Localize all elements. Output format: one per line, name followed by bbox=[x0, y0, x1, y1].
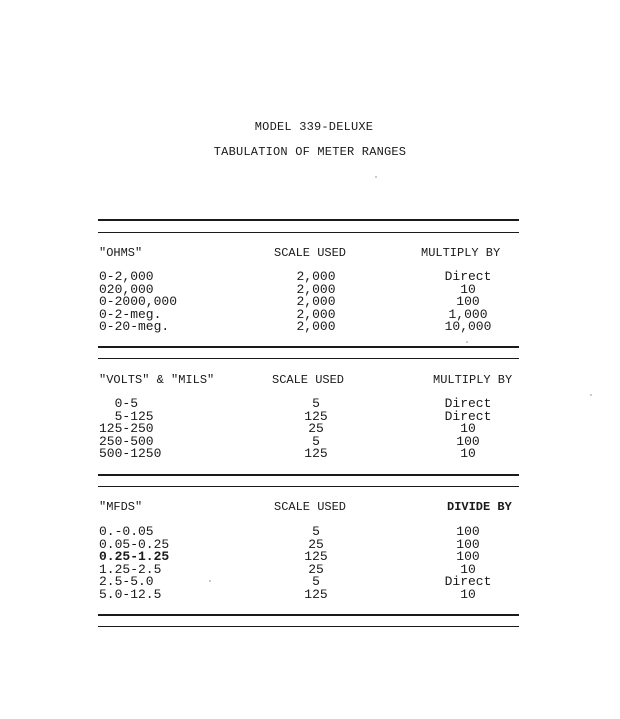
multiplier-cell: 10 bbox=[460, 281, 476, 297]
divisor-cell: 100 bbox=[456, 536, 480, 552]
ohms-scale-header: SCALE USED bbox=[274, 246, 347, 260]
scale-cell: 25 bbox=[308, 561, 324, 577]
multiplier-cell: 100 bbox=[456, 433, 480, 449]
multiplier-cell: 10,000 bbox=[444, 319, 492, 335]
table-row bbox=[0, 321, 620, 334]
scale-cell: 5 bbox=[312, 524, 320, 539]
scale-cell: 5 bbox=[312, 574, 320, 590]
range-cell: 0-2-meg. bbox=[99, 306, 162, 322]
volts-rows bbox=[0, 398, 620, 461]
multiplier-cell: 10 bbox=[460, 421, 476, 437]
scale-cell: 125 bbox=[304, 408, 328, 424]
multiplier-cell: 1,000 bbox=[448, 306, 488, 322]
range-cell: 1.25-2.5 bbox=[99, 561, 162, 577]
scale-cell: 2,000 bbox=[296, 281, 336, 297]
range-cell: 0-2000,000 bbox=[99, 294, 178, 310]
table-row bbox=[0, 586, 620, 602]
range-cell: 020,000 bbox=[99, 281, 154, 297]
section-divider-thin bbox=[98, 486, 519, 487]
top-rule-thin bbox=[98, 232, 519, 233]
scale-cell: 2,000 bbox=[296, 294, 336, 310]
scale-cell: 5 bbox=[312, 433, 320, 449]
bottom-rule bbox=[98, 614, 519, 616]
range-cell: 5.0-12.5 bbox=[99, 586, 162, 602]
range-cell: 0-2,000 bbox=[99, 269, 154, 284]
range-cell: 2.5-5.0 bbox=[99, 574, 154, 590]
divisor-cell: 100 bbox=[456, 549, 480, 565]
scan-speck bbox=[375, 176, 377, 178]
ohms-rows bbox=[0, 271, 620, 334]
mfds-rows bbox=[0, 526, 620, 602]
scale-cell: 125 bbox=[304, 446, 328, 462]
document-title: MODEL 339-DELUXE bbox=[254, 120, 374, 134]
document-subtitle: TABULATION OF METER RANGES bbox=[213, 145, 407, 159]
divisor-cell: 10 bbox=[460, 561, 476, 577]
range-cell: 250-500 bbox=[99, 433, 154, 449]
multiplier-cell: Direct bbox=[444, 269, 492, 284]
divisor-cell: Direct bbox=[444, 574, 492, 590]
section-divider-thin bbox=[98, 358, 519, 359]
table-row bbox=[0, 561, 620, 577]
multiplier-cell: 10 bbox=[460, 446, 476, 462]
divisor-cell: 10 bbox=[460, 586, 476, 602]
scan-speck bbox=[209, 580, 211, 582]
range-cell: 125-250 bbox=[99, 421, 154, 437]
scale-cell: 25 bbox=[308, 421, 324, 437]
top-rule bbox=[98, 219, 519, 221]
multiplier-cell: Direct bbox=[444, 408, 492, 424]
scale-cell: 125 bbox=[304, 586, 328, 602]
ohms-multiply-header: MULTIPLY BY bbox=[421, 246, 501, 260]
multiplier-cell: Direct bbox=[444, 396, 492, 411]
mfds-divide-header: DIVIDE BY bbox=[447, 500, 512, 514]
scale-cell: 2,000 bbox=[296, 319, 336, 335]
table-row bbox=[0, 448, 620, 461]
volts-multiply-header: MULTIPLY BY bbox=[433, 373, 513, 387]
range-cell: 0-20-meg. bbox=[99, 319, 170, 335]
section-divider bbox=[98, 346, 519, 348]
scale-cell: 25 bbox=[308, 536, 324, 552]
range-cell: 0.05-0.25 bbox=[99, 536, 170, 552]
table-row bbox=[0, 423, 620, 436]
ohms-range-header: "OHMS" bbox=[99, 246, 143, 260]
volts-range-header: "VOLTS" & "MILS" bbox=[99, 373, 215, 387]
bottom-rule-thin bbox=[98, 626, 519, 627]
scan-speck bbox=[590, 394, 592, 396]
section-divider bbox=[98, 474, 519, 476]
range-cell: 0.-0.05 bbox=[99, 524, 154, 539]
range-cell: 5-125 bbox=[99, 408, 154, 424]
range-cell: 0.25-1.25 bbox=[99, 549, 170, 565]
range-cell: 500-1250 bbox=[99, 446, 162, 462]
multiplier-cell: 100 bbox=[456, 294, 480, 310]
scale-cell: 2,000 bbox=[296, 306, 336, 322]
scale-cell: 125 bbox=[304, 549, 328, 565]
scale-cell: 5 bbox=[312, 396, 320, 411]
scale-cell: 2,000 bbox=[296, 269, 336, 284]
mfds-scale-header: SCALE USED bbox=[274, 500, 347, 514]
mfds-range-header: "MFDS" bbox=[99, 500, 143, 514]
scan-speck bbox=[466, 341, 468, 343]
divisor-cell: 100 bbox=[456, 524, 480, 539]
range-cell: 0-5 bbox=[99, 396, 139, 411]
volts-scale-header: SCALE USED bbox=[272, 373, 345, 387]
